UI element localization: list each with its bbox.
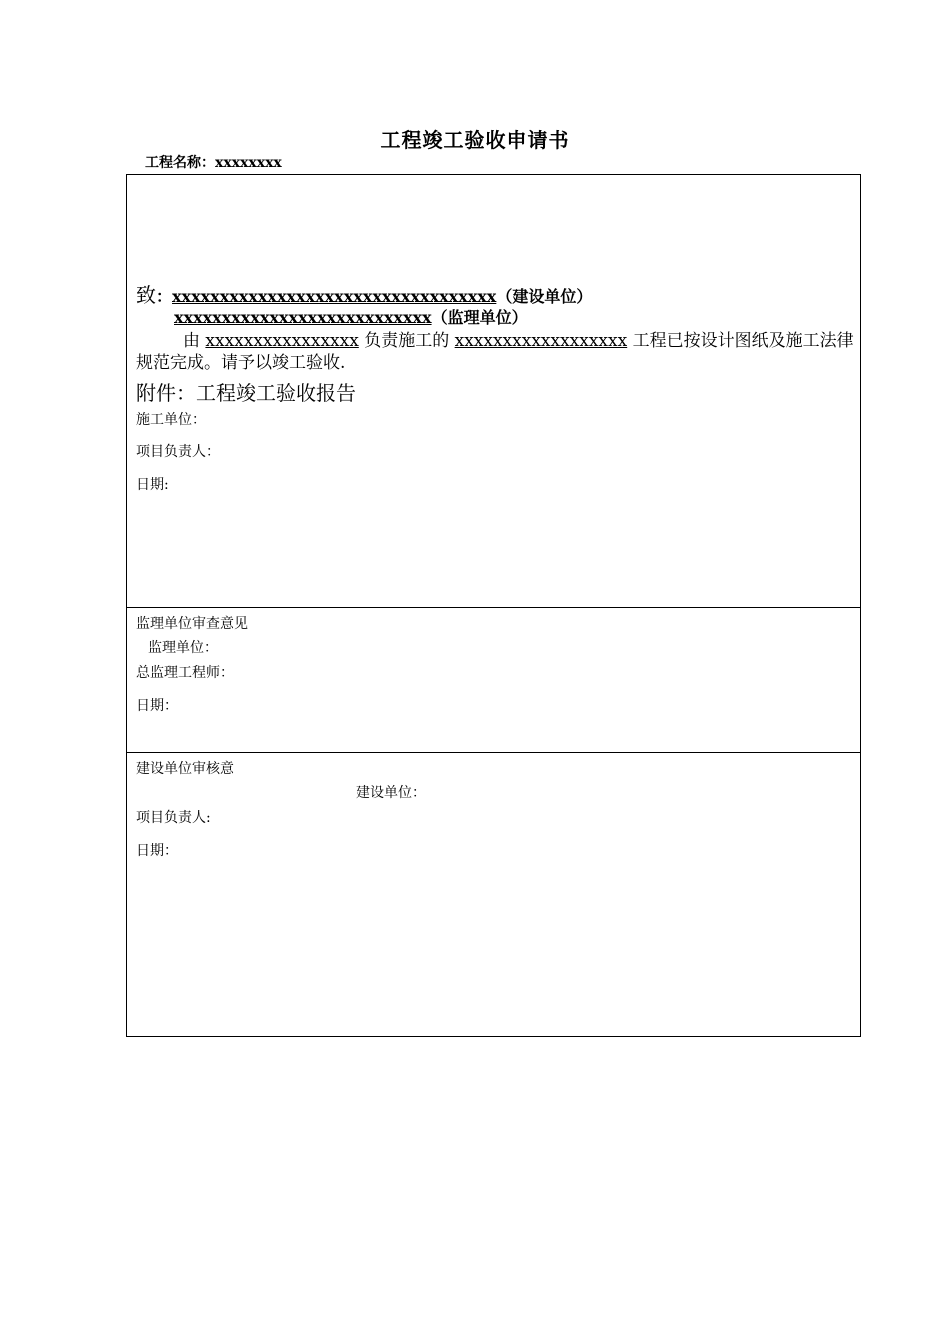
application-form [126, 174, 861, 1037]
to-colon: ： [156, 287, 173, 306]
supervision-unit-label: 监理单位： [148, 640, 218, 656]
client-review-section [127, 753, 860, 1038]
body-part-1: 由 [183, 331, 200, 351]
application-section [127, 175, 860, 608]
supervisor-role: （监理单位） [431, 308, 528, 327]
to-prefix: 致 [136, 283, 156, 307]
client-unit-label: 建设单位： [356, 785, 426, 801]
client-date-label: 日期： [136, 843, 178, 859]
date-label: 日期: [136, 477, 169, 493]
contractor-name: xxxxxxxxxxxxxxxx [205, 331, 359, 351]
body-part-2: 负责施工的 [364, 331, 450, 351]
supervision-review-heading: 监理单位审查意见 [136, 616, 248, 632]
client-role: （建设单位） [496, 287, 593, 306]
contractor-label: 施工单位： [136, 412, 206, 428]
document-title: 工程竣工验收申请书 [380, 128, 570, 152]
client-manager-label: 项目负责人: [136, 810, 211, 826]
recipient-line-supervisor [174, 305, 528, 328]
project-reference: xxxxxxxxxxxxxxxxxx [454, 331, 628, 351]
supervisor-name: xxxxxxxxxxxxxxxxxxxxxxxxxxx [174, 308, 432, 327]
body-part-3: 工程已按设计图纸及施工法律规范完成。请予以竣工验收. [136, 331, 854, 373]
supervision-review-section [127, 608, 860, 753]
application-body [136, 330, 856, 374]
project-name: 工程名称：xxxxxxxx [145, 155, 282, 171]
supervision-date-label: 日期： [136, 698, 178, 714]
project-manager-label: 项目负责人： [136, 444, 220, 460]
client-name: xxxxxxxxxxxxxxxxxxxxxxxxxxxxxxxxxx [172, 287, 497, 306]
recipient-line-client [136, 279, 592, 308]
client-review-heading: 建设单位审核意 [136, 761, 234, 777]
chief-engineer-label: 总监理工程师： [136, 665, 234, 681]
attachment-label: 附件：工程竣工验收报告 [136, 381, 356, 405]
